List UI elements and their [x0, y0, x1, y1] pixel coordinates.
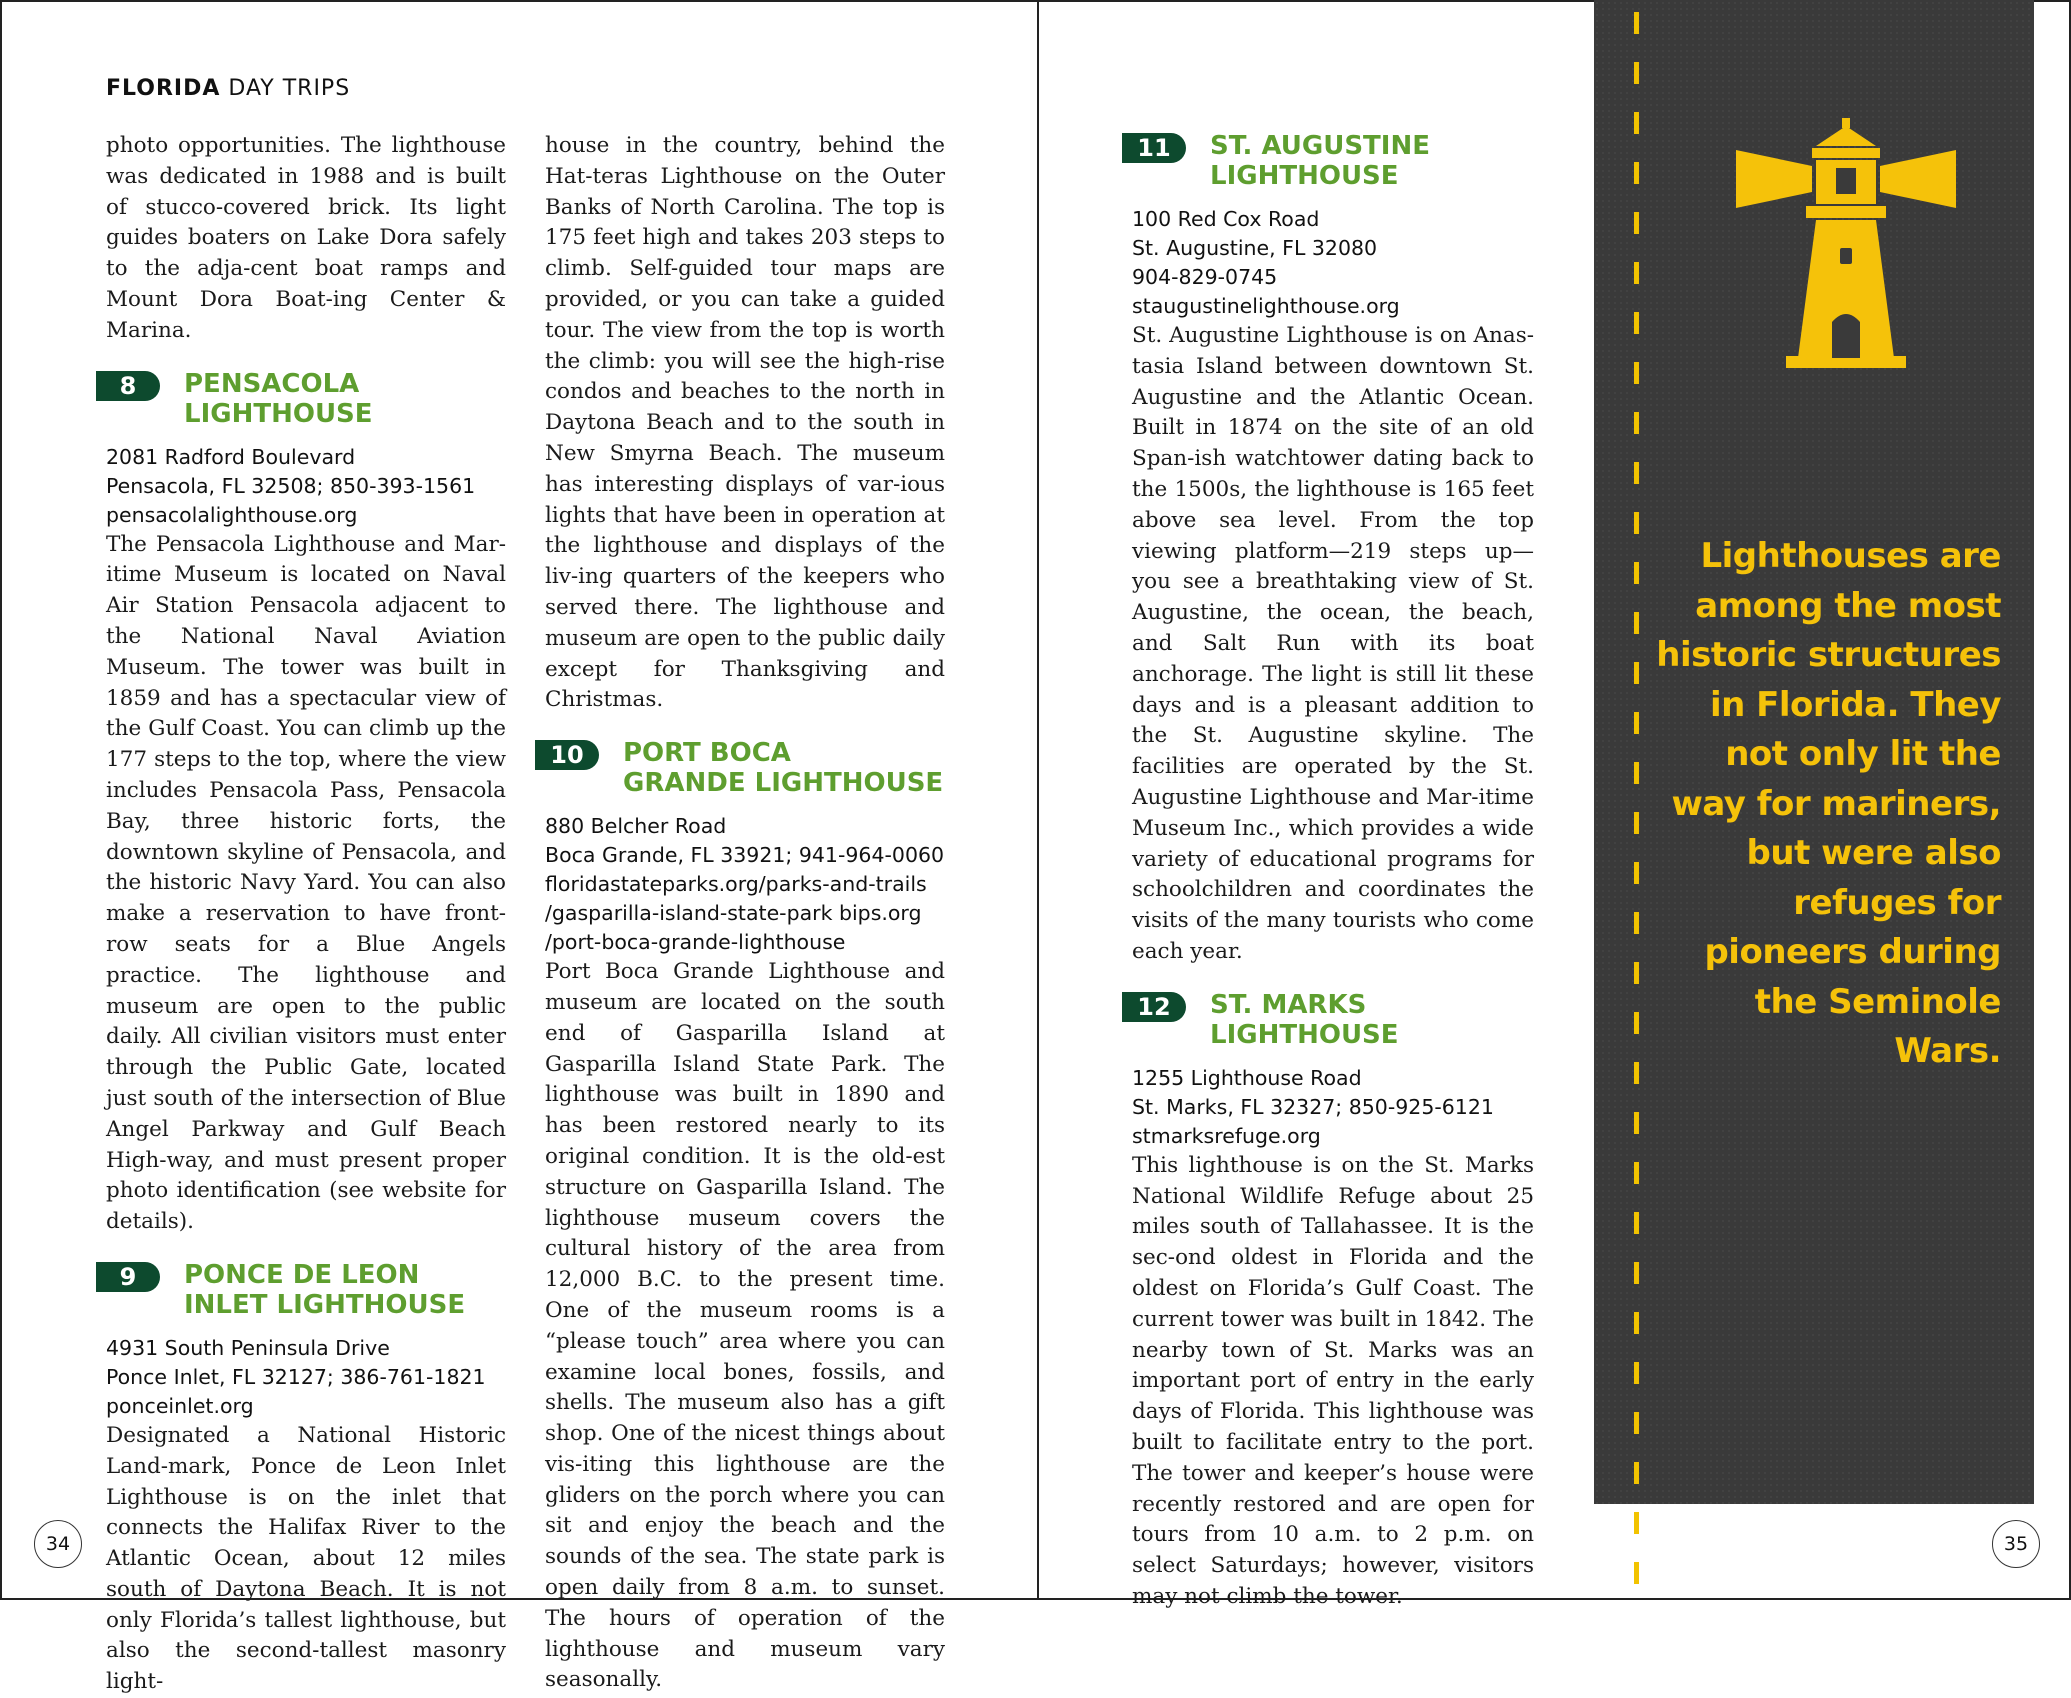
- entry-number-badge: 9: [96, 1262, 160, 1292]
- entry-number-badge: 12: [1122, 992, 1186, 1022]
- entry-11-heading: [1122, 131, 1534, 191]
- entry-body: This lighthouse is on the St. Marks National Wildlife Refuge about 25 miles south of Tallahassee. It is the sec-ond oldest in Florida and the oldest on Florida’s Gulf Coast. The current tower was built in 1842. The nearby town of St. Marks was an important port of entry in the early days of Florida. This lighthouse was built to facilitate entry to the port. The tower and keeper’s house were recently restored and are open for tours from 10 a.m. to 2 p.m. on select Saturdays; however, visitors may not climb the tower.: [1132, 1152, 1534, 1609]
- page-number: 34: [34, 1520, 82, 1568]
- road-dash: [1634, 912, 1639, 934]
- address-line: 2081 Radford Boulevard: [106, 444, 356, 469]
- address-line: 4931 South Peninsula Drive: [106, 1335, 390, 1360]
- road-dash: [1634, 1162, 1639, 1184]
- road-dash: [1634, 1362, 1639, 1384]
- entry-title: [184, 369, 373, 429]
- address-line: St. Augustine, FL 32080: [1132, 236, 1378, 260]
- entry-title-line: ST. MARKS LIGHTHOUSE: [1210, 989, 1399, 1050]
- entry-10: [545, 738, 945, 1696]
- entry-9: [106, 1260, 506, 1698]
- left-page: [0, 0, 1037, 1695]
- website-link[interactable]: floridastateparks.org/parks-and-trails: [545, 872, 927, 897]
- road-dash: [1634, 512, 1639, 534]
- road-dash: [1634, 1312, 1639, 1334]
- page-number: 35: [1992, 1520, 2040, 1568]
- address-line: St. Marks, FL 32327; 850-925-6121: [1132, 1094, 1494, 1119]
- entry-8-heading: [96, 369, 506, 429]
- entry-8: [106, 369, 506, 1238]
- road-dash: [1634, 962, 1639, 984]
- road-dash: [1634, 762, 1639, 784]
- road-dash: [1634, 112, 1639, 134]
- entry-title-line: PENSACOLA: [184, 368, 360, 399]
- road-dash: [1634, 62, 1639, 84]
- address-line: 1255 Lighthouse Road: [1132, 1065, 1362, 1090]
- website-link[interactable]: /gasparilla-island-state-park bips.org: [545, 901, 922, 926]
- entry-10-heading: [535, 738, 945, 798]
- entry-title-line: PORT BOCA: [623, 738, 791, 769]
- road-dash: [1634, 862, 1639, 884]
- entry-number-badge: 10: [535, 740, 599, 770]
- entry-title-line: PONCE DE LEON: [184, 1259, 420, 1290]
- intro-paragraph: house in the country, behind the Hat-teras Lighthouse on the Outer Banks of North Carolina. The top is 175 feet high and takes 203 steps to climb. Self-guided tour maps are provided, or you can take a guided tour. The view from the top is worth the climb: you will see the high-rise condos and beaches to the north in Daytona Beach and to the south in New Smyrna Beach. The museum has interesting displays of var-ious lights that have been in operation at the lighthouse and displays of the liv-ing quarters of the keepers who served there. The lighthouse and museum are open to the public daily except for Thanksgiving and Christmas.: [545, 133, 945, 713]
- road-dash: [1634, 212, 1639, 234]
- entry-11: [1132, 131, 1534, 968]
- road-dash: [1634, 1412, 1639, 1434]
- road-dash: [1634, 1562, 1639, 1584]
- entry-body: The Pensacola Lighthouse and Mar-itime Museum is located on Naval Air Station Pensacola adjacent to the National Naval Aviation Museum. The tower was built in 1859 and has a spectacular view of the Gulf Coast. You can climb up the 177 steps to the top, where the view includes Pensacola Pass, Pensacola Bay, three historic forts, the downtown skyline of Pensacola, and the historic Navy Yard. You can also make a reservation to have front-row seats for a Blue Angels practice. The lighthouse and museum are open to the public daily. All civilian visitors must enter through the Public Gate, located just south of the intersection of Blue Angel Parkway and Gulf Beach High-way, and must present proper photo identification (see website for details).: [106, 531, 506, 1235]
- entry-12-heading: [1122, 990, 1534, 1050]
- road-dash: [1634, 1062, 1639, 1084]
- entry-title-line: LIGHTHOUSE: [1210, 161, 1399, 191]
- entry-body: St. Augustine Lighthouse is on Anas-tasia Island between downtown St. Augustine and the Atlantic Ocean. Built in 1874 on the site of an old Span-ish watchtower dating back to the 1500s, the lighthouse is 165 feet above sea level. From the top viewing platform—219 steps up—you see a breathtaking view of St. Augustine, the ocean, the beach, and Salt Run with its boat anchorage. The light is still lit these days and is a pleasant addition to the St. Augustine skyline. The facilities are operated by the St. Augustine Lighthouse and Mar-itime Museum Inc., which provides a wide variety of educational programs for schoolchildren and coordinates the visits of the many tourists who come each year.: [1132, 323, 1534, 964]
- entry-12: [1132, 990, 1534, 1613]
- road-dash: [1634, 662, 1639, 684]
- entry-title-line: ST. AUGUSTINE: [1210, 131, 1430, 161]
- entry-title: [1210, 990, 1534, 1050]
- road-dash: [1634, 262, 1639, 284]
- address-line: Ponce Inlet, FL 32127; 386-761-1821: [106, 1364, 486, 1389]
- entry-9-heading: [96, 1260, 506, 1320]
- road-dash: [1634, 1462, 1639, 1484]
- left-column-2: [545, 131, 945, 1696]
- road-dash: [1634, 1262, 1639, 1284]
- running-head-state: FLORIDA: [106, 76, 221, 101]
- phone-number: 904-829-0745: [1132, 265, 1278, 289]
- website-link[interactable]: /port-boca-grande-lighthouse: [545, 930, 846, 955]
- road-dash: [1634, 312, 1639, 334]
- road-dash: [1634, 462, 1639, 484]
- road-dash: [1634, 412, 1639, 434]
- lighthouse-icon: [1736, 118, 1956, 368]
- road-dash: [1634, 162, 1639, 184]
- road-dash: [1634, 1012, 1639, 1034]
- entry-title-line: GRANDE LIGHTHOUSE: [623, 768, 944, 799]
- address-line: 880 Belcher Road: [545, 814, 727, 839]
- website-link[interactable]: stmarksrefuge.org: [1132, 1123, 1321, 1148]
- entry-title: [184, 1260, 465, 1320]
- running-head-series: DAY TRIPS: [228, 76, 351, 101]
- website-link[interactable]: ponceinlet.org: [106, 1393, 254, 1418]
- entry-body: Port Boca Grande Lighthouse and museum are located on the south end of Gasparilla Island at Gasparilla Island State Park. The lighthouse was built in 1890 and has been restored nearly to its original condition. It is the old-est structure on Gasparilla Island. The lighthouse museum covers the cultural history of the area from 12,000 B.C. to the present time. One of the museum rooms is a “please touch” area where you can examine local bones, fossils, and shells. The museum also has a gift shop. One of the nicest things about vis-iting this lighthouse are the gliders on the porch where you can sit and enjoy the beach and the sounds of the sea. The state park is open daily from 8 a.m. to sunset. The hours of operation of the lighthouse and museum vary seasonally.: [545, 959, 945, 1693]
- sidebar-callout: Lighthouses are among the most historic structures in Florida. They not only lit the way for mariners, but were also refuges for pioneers during the Seminole Wars.: [1656, 536, 2001, 1071]
- road-dash: [1634, 712, 1639, 734]
- left-column-1: [106, 131, 506, 1698]
- entry-body: Designated a National Historic Land-mark, Ponce de Leon Inlet Lighthouse is on the inlet that connects the Halifax River to the Atlantic Ocean, about 12 miles south of Daytona Beach. It is not only Florida’s tallest lighthouse, but also the second-tallest masonry light-: [106, 1422, 506, 1695]
- intro-paragraph: photo opportunities. The lighthouse was dedicated in 1988 and is built of stucco-covered brick. Its light guides boaters on Lake Dora safely to the adja-cent boat ramps and Mount Dora Boat-ing Center & Marina.: [106, 133, 506, 343]
- road-dash: [1634, 612, 1639, 634]
- road-dash: [1634, 1112, 1639, 1134]
- running-head: [106, 76, 350, 101]
- road-dash: [1634, 1212, 1639, 1234]
- road-dash: [1634, 1512, 1639, 1534]
- address-line: Boca Grande, FL 33921; 941-964-0060: [545, 843, 945, 868]
- right-column: [1132, 131, 1534, 1613]
- entry-title: [623, 738, 943, 798]
- entry-number-badge: 8: [96, 371, 160, 401]
- entry-title-line: INLET LIGHTHOUSE: [184, 1289, 466, 1320]
- road-dash: [1634, 362, 1639, 384]
- website-link[interactable]: staugustinelighthouse.org: [1132, 294, 1400, 318]
- road-dash: [1634, 12, 1639, 34]
- website-link[interactable]: pensacolalighthouse.org: [106, 502, 358, 527]
- entry-number-badge: 11: [1122, 133, 1186, 163]
- address-line: Pensacola, FL 32508; 850-393-1561: [106, 473, 476, 498]
- road-dash: [1634, 812, 1639, 834]
- road-dash: [1634, 562, 1639, 584]
- address-line: 100 Red Cox Road: [1132, 207, 1320, 231]
- entry-title-line: LIGHTHOUSE: [184, 398, 373, 429]
- entry-title: [1210, 131, 1430, 191]
